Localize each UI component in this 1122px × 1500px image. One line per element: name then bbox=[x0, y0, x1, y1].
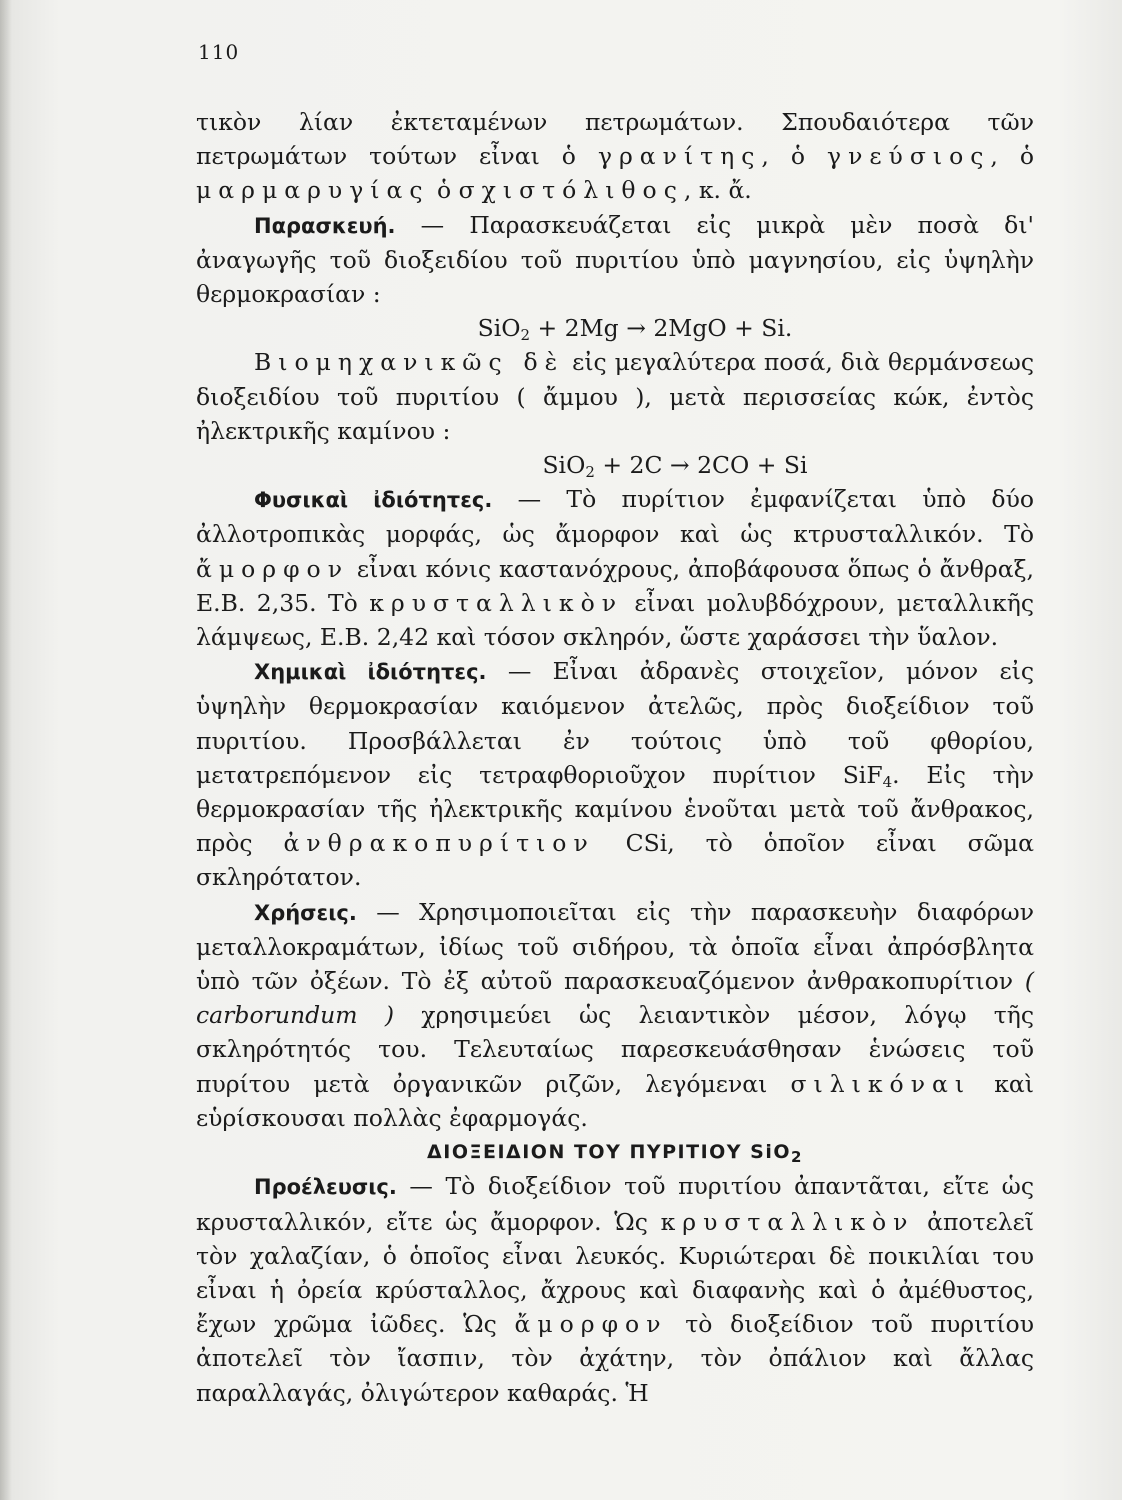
section-label-origin: Προέλευσις. bbox=[254, 1175, 397, 1200]
equation-carbon-reduction: SiO$_2$ + 2C → 2CO + Si bbox=[542, 451, 808, 482]
section-label-preparation: Παρασκευή. bbox=[254, 213, 396, 238]
page-number: 110 bbox=[198, 40, 240, 64]
paragraph-origin: Προέλευσις. — Τὸ διοξείδιον τοῦ πυριτίου ἀπαντᾶται, εἴτε ὡς κρυσταλλικόν, εἴτε ὡς ἄμορφον. Ὡς κρυσταλλικὸν ἀποτελεῖ τὸν χαλαζίαν, ὁ ὁποῖος εἶναι λευκός. Κυριώτεραι δὲ ποικιλίαι του εἶναι ἡ ὀρεία κρύσταλλος, ἄχρους καὶ διαφανὴς καὶ ὁ ἀμέθυστος, ἔχων χρῶμα ἰῶδες. Ὡς ἄμορφον τὸ διοξείδιον τοῦ πυριτίου ἀποτελεῖ τὸν ἴασπιν, τὸν ἀχάτην, τὸν ὀπάλιον καὶ ἄλλας παραλλαγάς, ὀλιγώτερον καθαράς. Ἡ bbox=[196, 1172, 1035, 1407]
section-label-chemical: Χημικαὶ ἰδιότητες. bbox=[254, 660, 487, 685]
section-label-uses: Χρήσεις. bbox=[254, 900, 357, 925]
paragraph-physical-properties: Φυσικαὶ ἰδιότητες. — Τὸ πυρίτιον ἐμφανίζεται ὑπὸ δύο ἀλλοτροπικὰς μορφάς, ὡς ἄμορφον καὶ ὡς κτρυσταλλικόν. Τὸ ἄμορφον εἶναι κόνις καστανόχρους, ἀποβάφουσα ὅπως ὁ ἄνθραξ, Ε.Β. 2,35. Τὸ κρυσταλλικὸν εἶναι μολυβδόχρουν, μεταλλικῆς λάμψεως, Ε.Β. 2,42 καὶ τόσον σκληρόν, ὥστε χαράσσει τὴν ὕαλον. bbox=[196, 485, 1034, 652]
paragraph-chemical-properties: Χημικαὶ ἰδιότητες. — Εἶναι ἀδρανὲς στοιχεῖον, μόνον εἰς ὑψηλὴν θερμοκρασίαν καιόμενον ἀτελῶς, πρὸς διοξείδιον τοῦ πυριτίου. Προσβάλλεται ἐν τούτοις ὑπὸ τοῦ φθορίου, μετατρεπόμενον εἰς τετραφθοριοῦχον πυρίτιον SiF$_4$. Εἰς τὴν θερμοκρασίαν τῆς ἠλεκτρικῆς καμίνου ἑνοῦται μετὰ τοῦ ἄνθρακος, πρὸς ἀνθρακοπυρίτιον CSi, τὸ ὁποῖον εἶναι σῶμα σκληρότατον. bbox=[196, 657, 1034, 892]
paragraph-industrial: Βιομηχανικῶς δὲ εἰς μεγαλύτερα ποσά, διὰ θερμάνσεως διοξειδίου τοῦ πυριτίου ( ἄμμου ), μετὰ περισσείας κώκ, ἐντὸς ἠλεκτρικῆς καμίνου : bbox=[196, 348, 1034, 445]
paragraph-uses: Χρήσεις. — Χρησιμοποιεῖται εἰς τὴν παρασκευὴν διαφόρων μεταλλοκραμάτων, ἰδίως τοῦ σιδήρου, τὰ ὁποῖα εἶναι ἀπρόσβλητα ὑπὸ τῶν ὀξέων. Τὸ ἐξ αὐτοῦ παρασκευαζόμενον ἀνθρακοπυρίτιον ( carborundum ) χρησιμεύει ὡς λειαντικὸν μέσον, λόγῳ τῆς σκληρότητός του. Τελευταίως παρεσκευάσθησαν ἑνώσεις τοῦ πυρίτου μετὰ ὀργανικῶν ριζῶν, λεγόμεναι σιλικόναι καὶ εὑρίσκουσαι πολλὰς ἐφαρμογάς. bbox=[196, 897, 1034, 1132]
section-heading: ΔΙΟΞΕΙΔΙΟΝ ΤΟΥ ΠΥΡΙΤΙΟΥ SiO$_2$ bbox=[427, 1141, 803, 1167]
section-label-physical: Φυσικαὶ ἰδιότητες. bbox=[254, 488, 493, 513]
paragraph-preparation: Παρασκευή. — Παρασκευάζεται εἰς μικρὰ μὲν ποσὰ δι' ἀναγωγῆς τοῦ διοξειδίου τοῦ πυριτίου ὑπὸ μαγνησίου, εἰς ὑψηλὴν θερμοκρασίαν : bbox=[196, 210, 1034, 309]
page-body bbox=[196, 105, 1034, 1410]
paragraph-rocks: τικὸν λίαν ἐκτεταμένων πετρωμάτων. Σπουδαιότερα τῶν πετρωμάτων τούτων εἶναι ὁ γρανίτης, ὁ γνεύσιος, ὁ μαρμαρυγίας ὁ σχιστόλιθος, κ. ἄ. bbox=[196, 108, 1034, 205]
equation-magnesium-reduction: SiO$_2$ + 2Mg → 2MgO + Si. bbox=[477, 314, 793, 345]
page-edge-shadow bbox=[0, 0, 12, 1500]
